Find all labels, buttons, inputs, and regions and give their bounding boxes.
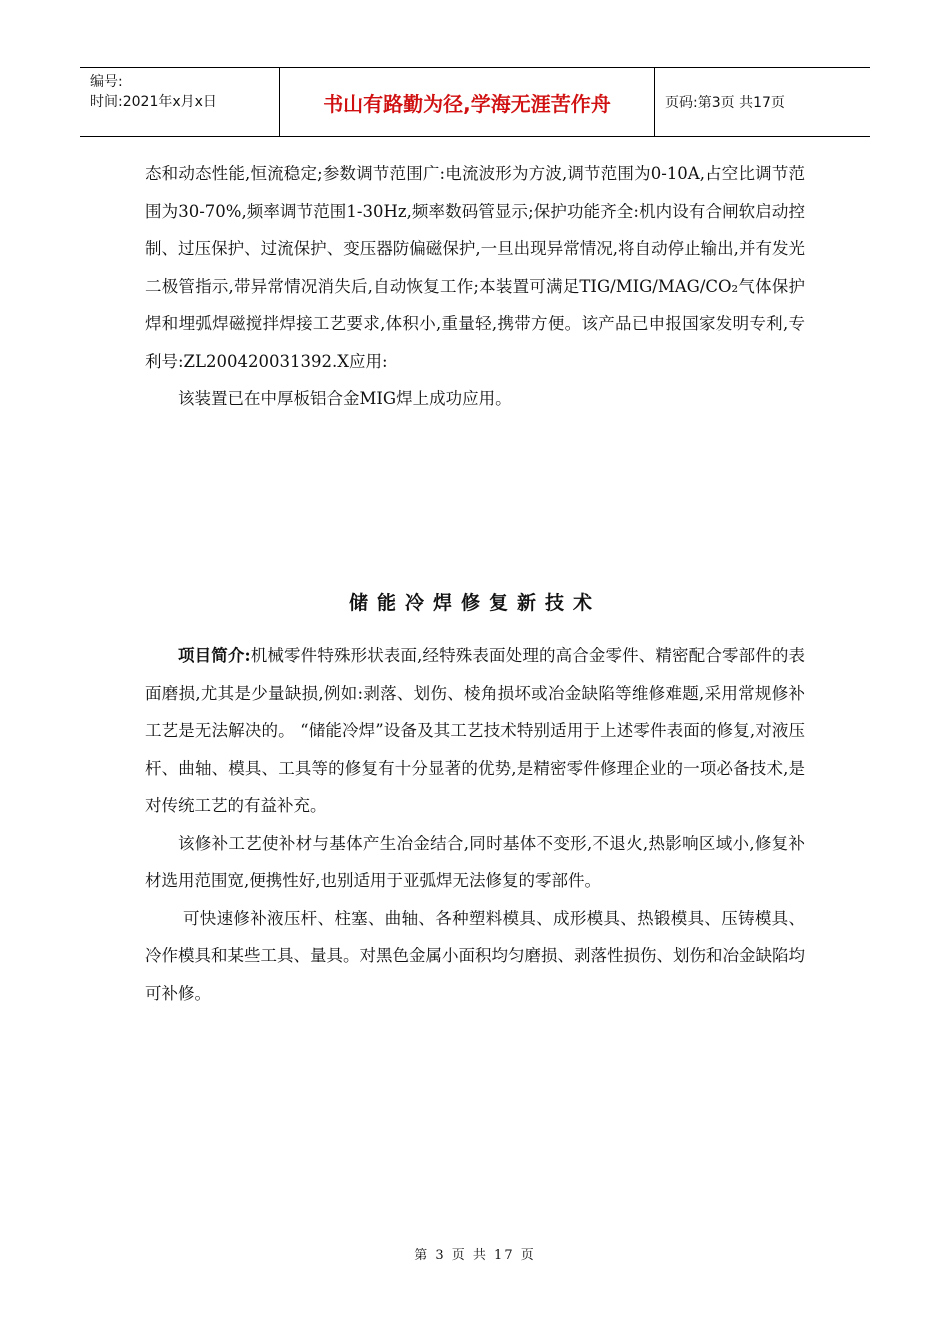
header-meta bbox=[80, 68, 280, 136]
section-continuation bbox=[145, 155, 805, 418]
header-page-info: 页码:第3页 共17页 bbox=[665, 95, 785, 111]
paragraph-process: 该修补工艺使补材与基体产生冶金结合,同时基体不变形,不退火,热影响区域小,修复补材选用范围宽,便携性好,也别适用于亚弧焊无法修复的零部件。 bbox=[145, 833, 805, 890]
intro-label: 项目简介: bbox=[178, 646, 251, 665]
intro-text: 机械零件特殊形状表面,经特殊表面处理的高合金零件、精密配合零部件的表面磨损,尤其是少量缺损,例如:剥落、划伤、棱角损坏或冶金缺陷等维修难题,采用常规修补工艺是无法解决的。 “储能冷焊”设备及其工艺技术特别适用于上述零件表面的修复,对液压杆、曲轴、模具、工具等的修复有十分显著的优势,是精密零件修理企业的一项必备技术,是对传统工艺的有益补充。 bbox=[145, 646, 805, 815]
paragraph-device-features: 态和动态性能,恒流稳定;参数调节范围广:电流波形为方波,调节范围为0-10A,占空比调节范围为30-70%,频率调节范围1-30Hz,频率数码管显示;保护功能齐全:机内设有合闸软启动控制、过压保护、过流保护、变压器防偏磁保护,一旦出现异常情况,将自动停止输出,并有发光二极管指示,带异常情况消失后,自动恢复工作;本装置可满足TIG/MIG/MAG/CO₂气体保护焊和埋弧焊磁搅拌焊接工艺要求,体积小,重量轻,携带方便。该产品已申报国家发明专利,专利号:ZL200420031392.X应用: bbox=[145, 164, 805, 371]
section-cold-welding bbox=[145, 637, 805, 1012]
document-number: 编号: bbox=[90, 74, 123, 90]
paragraph-uses: 可快速修补液压杆、柱塞、曲轴、各种塑料模具、成形模具、热锻模具、压铸模具、冷作模具和某些工具、量具。对黑色金属小面积均匀磨损、剥落性损伤、划伤和冶金缺陷均可补修。 bbox=[145, 908, 805, 1003]
paragraph-intro bbox=[145, 637, 805, 825]
paragraph-application: 该装置已在中厚板铝合金MIG焊上成功应用。 bbox=[178, 389, 512, 408]
header-motto: 书山有路勤为径,学海无涯苦作舟 bbox=[280, 68, 655, 136]
document-time: 时间:2021年x月x日 bbox=[90, 94, 217, 110]
page-header bbox=[80, 67, 870, 137]
page-footer: 第 3 页 共 17 页 bbox=[414, 1248, 536, 1263]
section-title: 储能冷焊修复新技术 bbox=[348, 592, 601, 614]
